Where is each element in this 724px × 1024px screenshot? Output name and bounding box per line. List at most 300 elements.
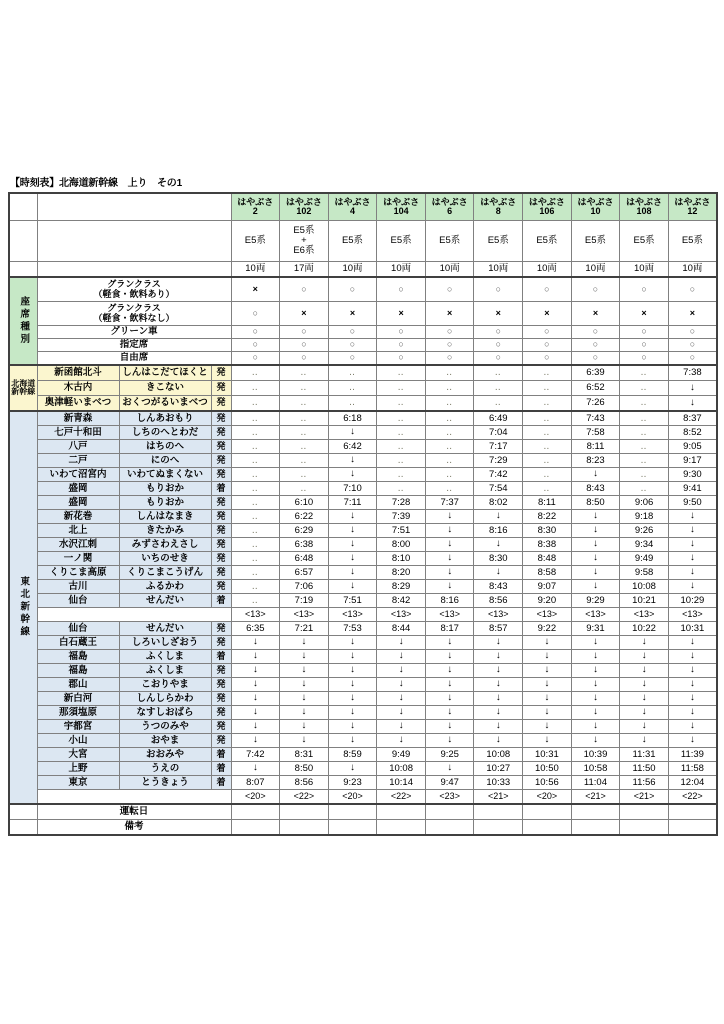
time-6: ‥	[425, 482, 474, 496]
footer-value-104	[377, 820, 426, 836]
footer-value-8	[474, 820, 523, 836]
station-kana: なすしおばら	[119, 706, 211, 720]
seat-reserved-seat-10: ○	[571, 339, 620, 352]
train-header-4[interactable]	[328, 193, 377, 221]
time-2: ‥	[231, 440, 280, 454]
time-12: 11:58	[668, 762, 717, 776]
time-2: ‥	[231, 566, 280, 580]
corner-blank-3	[9, 262, 37, 278]
time-106: ↓	[523, 650, 572, 664]
arrive-depart-marker: 発	[211, 396, 231, 412]
car-type-line: E5系	[390, 235, 412, 247]
time-102: 7:21	[280, 622, 329, 636]
tokyo-platform-6: <23>	[425, 790, 474, 805]
row-station-とうきょう-着	[9, 776, 717, 790]
time-12: ↓	[668, 538, 717, 552]
time-8: 10:27	[474, 762, 523, 776]
time-6: ↓	[425, 720, 474, 734]
time-108: 10:08	[620, 580, 669, 594]
time-10: ↓	[571, 692, 620, 706]
station-kanji: 東京	[37, 776, 119, 790]
car-count-102: 17両	[280, 262, 329, 278]
train-header-2[interactable]	[231, 193, 280, 221]
time-10: ↓	[571, 468, 620, 482]
train-number: 12	[687, 206, 698, 216]
time-10: ↓	[571, 538, 620, 552]
row-footer-1	[9, 820, 717, 836]
time-108: ‥	[620, 440, 669, 454]
seat-reserved-seat-2: ○	[231, 339, 280, 352]
footer-value-10	[571, 820, 620, 836]
train-number: 8	[495, 206, 501, 216]
time-8: 8:02	[474, 496, 523, 510]
time-2: ‥	[231, 426, 280, 440]
row-label-nonreserved-seat	[37, 352, 231, 366]
time-108: 10:22	[620, 622, 669, 636]
station-kana: しんはこだてほくと	[119, 365, 211, 381]
station-kanji: 一ノ関	[37, 552, 119, 566]
station-kana: きこない	[119, 381, 211, 396]
row-station-しんしらかわ-発	[9, 692, 717, 706]
time-6: ↓	[425, 664, 474, 678]
corner-blank-1	[9, 193, 37, 221]
station-kanji: 盛岡	[37, 482, 119, 496]
time-6: ↓	[425, 580, 474, 594]
time-6: 9:47	[425, 776, 474, 790]
time-102: 6:22	[280, 510, 329, 524]
station-kanji: 仙台	[37, 622, 119, 636]
time-106: 9:20	[523, 594, 572, 608]
seat-gran-class-without-meal-108: ×	[620, 302, 669, 326]
row-footer-0	[9, 804, 717, 820]
time-104: 8:44	[377, 622, 426, 636]
station-kanji: 福島	[37, 650, 119, 664]
time-104: ↓	[377, 664, 426, 678]
car-count-108: 10両	[620, 262, 669, 278]
time-108: ‥	[620, 365, 669, 381]
time-104: ‥	[377, 440, 426, 454]
seat-nonreserved-seat-6: ○	[425, 352, 474, 366]
seat-green-car-106: ○	[523, 326, 572, 339]
row-station-おおみや-着	[9, 748, 717, 762]
station-kanji: 古川	[37, 580, 119, 594]
station-kanji: 二戸	[37, 454, 119, 468]
time-8: 7:29	[474, 454, 523, 468]
sendai-platform-12: <13>	[668, 608, 717, 622]
time-102: 8:50	[280, 762, 329, 776]
station-kanji: 小山	[37, 734, 119, 748]
time-104: ‥	[377, 482, 426, 496]
station-kana: しんしらかわ	[119, 692, 211, 706]
station-kana: うえの	[119, 762, 211, 776]
station-kanji: 郡山	[37, 678, 119, 692]
station-kana: いわてぬまくない	[119, 468, 211, 482]
time-104: ‥	[377, 396, 426, 412]
time-6: 8:16	[425, 594, 474, 608]
station-kanji: 白石蔵王	[37, 636, 119, 650]
time-102: 7:19	[280, 594, 329, 608]
station-kana: みずさわえさし	[119, 538, 211, 552]
arrive-depart-marker: 着	[211, 776, 231, 790]
time-6: ↓	[425, 678, 474, 692]
station-kana: せんだい	[119, 622, 211, 636]
train-number: 106	[539, 206, 555, 216]
time-4: ↓	[328, 426, 377, 440]
seat-gran-class-with-meal-2: ×	[231, 277, 280, 302]
station-kana: はちのへ	[119, 440, 211, 454]
time-104: ↓	[377, 650, 426, 664]
car-count-6: 10両	[425, 262, 474, 278]
row-station-おやま-発	[9, 734, 717, 748]
seat-green-car-102: ○	[280, 326, 329, 339]
time-106: ↓	[523, 706, 572, 720]
row-tokyo-platform	[9, 790, 717, 805]
row-label-footer: 備考	[37, 820, 231, 836]
row-station-せんだい-発	[9, 622, 717, 636]
seat-gran-class-without-meal-102: ×	[280, 302, 329, 326]
time-8: 7:42	[474, 468, 523, 482]
time-104: ‥	[377, 426, 426, 440]
time-8: ↓	[474, 664, 523, 678]
tokyo-platform-12: <22>	[668, 790, 717, 805]
station-kana: ふくしま	[119, 664, 211, 678]
time-104: ↓	[377, 720, 426, 734]
time-102: ↓	[280, 720, 329, 734]
sendai-platform-4: <13>	[328, 608, 377, 622]
seat-gran-class-with-meal-12: ○	[668, 277, 717, 302]
time-2: ‥	[231, 524, 280, 538]
seat-gran-class-without-meal-104: ×	[377, 302, 426, 326]
time-10: ↓	[571, 678, 620, 692]
train-header-106[interactable]	[523, 193, 572, 221]
time-108: ‥	[620, 381, 669, 396]
time-106: ↓	[523, 734, 572, 748]
time-12: 9:50	[668, 496, 717, 510]
time-102: 7:06	[280, 580, 329, 594]
arrive-depart-marker: 着	[211, 482, 231, 496]
time-106: ‥	[523, 454, 572, 468]
row-station-うえの-着	[9, 762, 717, 776]
row-train-name	[9, 193, 717, 221]
group-label-line-1: 北海道	[11, 378, 36, 388]
time-104: ‥	[377, 468, 426, 482]
time-6: ‥	[425, 411, 474, 426]
row-station-ふくしま-着	[9, 650, 717, 664]
time-108: ‥	[620, 426, 669, 440]
page-title: 【時刻表】北海道新幹線 上り その1	[10, 178, 182, 189]
group-label-seat-type-text: 座席種別	[18, 296, 30, 346]
row-station-みずさわえさし-発	[9, 538, 717, 552]
car-type-2	[231, 221, 280, 262]
seat-nonreserved-seat-104: ○	[377, 352, 426, 366]
row-station-もりおか-着	[9, 482, 717, 496]
group-label-seat-type	[9, 277, 37, 365]
time-4: 6:42	[328, 440, 377, 454]
footer-value-8	[474, 804, 523, 820]
train-series-name: はやぶさ	[528, 196, 565, 207]
station-kana: きたかみ	[119, 524, 211, 538]
station-kana: おおみや	[119, 748, 211, 762]
time-106: ↓	[523, 636, 572, 650]
time-2: ↓	[231, 636, 280, 650]
group-label-tohoku-shinkansen	[9, 411, 37, 804]
car-type-10	[571, 221, 620, 262]
seat-nonreserved-seat-2: ○	[231, 352, 280, 366]
time-10: ↓	[571, 524, 620, 538]
station-kana: おくつがるいまべつ	[119, 396, 211, 412]
train-number: 102	[296, 206, 312, 216]
time-2: 6:35	[231, 622, 280, 636]
time-108: 11:56	[620, 776, 669, 790]
time-106: ↓	[523, 678, 572, 692]
time-104: ↓	[377, 636, 426, 650]
time-106: ↓	[523, 692, 572, 706]
station-kana: うつのみや	[119, 720, 211, 734]
time-8: ‥	[474, 396, 523, 412]
row-station-はちのへ-発	[9, 440, 717, 454]
time-104: 8:10	[377, 552, 426, 566]
time-4: ↓	[328, 636, 377, 650]
time-2: ↓	[231, 678, 280, 692]
footer-value-108	[620, 820, 669, 836]
train-number: 108	[636, 206, 652, 216]
time-8: ↓	[474, 510, 523, 524]
time-8: 8:16	[474, 524, 523, 538]
time-102: 6:29	[280, 524, 329, 538]
seat-reserved-seat-8: ○	[474, 339, 523, 352]
time-10: 11:04	[571, 776, 620, 790]
arrive-depart-marker: 発	[211, 411, 231, 426]
row-seat-green-car	[9, 326, 717, 339]
time-106: 8:30	[523, 524, 572, 538]
time-104: ‥	[377, 454, 426, 468]
train-header-6[interactable]	[425, 193, 474, 221]
station-kanji: 木古内	[37, 381, 119, 396]
station-kana: もりおか	[119, 496, 211, 510]
train-series-name: はやぶさ	[383, 196, 420, 207]
seat-gran-class-with-meal-8: ○	[474, 277, 523, 302]
time-2: ‥	[231, 496, 280, 510]
tokyo-platform-108: <21>	[620, 790, 669, 805]
footer-value-4	[328, 820, 377, 836]
time-8: ↓	[474, 538, 523, 552]
time-12: ↓	[668, 692, 717, 706]
footer-corner-blank	[9, 804, 37, 820]
time-10: 9:29	[571, 594, 620, 608]
time-10: 10:58	[571, 762, 620, 776]
station-kana: しんあおもり	[119, 411, 211, 426]
time-10: 8:50	[571, 496, 620, 510]
train-number: 104	[393, 206, 409, 216]
footer-value-12	[668, 820, 717, 836]
train-header-108[interactable]	[620, 193, 669, 221]
row-station-しちのへとわだ-発	[9, 426, 717, 440]
row-seat-reserved-seat	[9, 339, 717, 352]
train-series-name: はやぶさ	[431, 196, 468, 207]
time-102: ↓	[280, 734, 329, 748]
label-line-1: グランクラス	[107, 279, 161, 290]
time-10: 9:31	[571, 622, 620, 636]
arrive-depart-marker: 発	[211, 440, 231, 454]
footer-value-4	[328, 804, 377, 820]
time-10: ↓	[571, 720, 620, 734]
tokyo-platform-2: <20>	[231, 790, 280, 805]
seat-gran-class-without-meal-106: ×	[523, 302, 572, 326]
car-type-line: E5系	[293, 225, 315, 237]
time-104: ↓	[377, 692, 426, 706]
row-car-count	[9, 262, 717, 278]
time-108: ↓	[620, 706, 669, 720]
seat-gran-class-with-meal-108: ○	[620, 277, 669, 302]
time-106: ‥	[523, 396, 572, 412]
station-kana: もりおか	[119, 482, 211, 496]
time-6: ‥	[425, 381, 474, 396]
time-104: 7:39	[377, 510, 426, 524]
station-kanji: 北上	[37, 524, 119, 538]
station-kana: とうきょう	[119, 776, 211, 790]
time-4: ↓	[328, 762, 377, 776]
time-10: 7:58	[571, 426, 620, 440]
time-108: 9:26	[620, 524, 669, 538]
time-104: 7:51	[377, 524, 426, 538]
time-106: ‥	[523, 482, 572, 496]
time-6: ↓	[425, 636, 474, 650]
time-106: ‥	[523, 468, 572, 482]
time-2: ‥	[231, 468, 280, 482]
train-header-8[interactable]	[474, 193, 523, 221]
train-header-12[interactable]	[668, 193, 717, 221]
time-10: 7:26	[571, 396, 620, 412]
time-4: ↓	[328, 524, 377, 538]
time-12: ↓	[668, 381, 717, 396]
station-kanji: 八戸	[37, 440, 119, 454]
time-2: ↓	[231, 762, 280, 776]
station-kanji: くりこま高原	[37, 566, 119, 580]
label-text: グリーン車	[110, 326, 158, 338]
station-kana: せんだい	[119, 594, 211, 608]
time-12: 11:39	[668, 748, 717, 762]
time-4: ↓	[328, 468, 377, 482]
arrive-depart-marker: 発	[211, 622, 231, 636]
sendai-platform-2: <13>	[231, 608, 280, 622]
train-series-name: はやぶさ	[577, 196, 614, 207]
seat-gran-class-without-meal-4: ×	[328, 302, 377, 326]
arrive-depart-marker: 発	[211, 566, 231, 580]
seat-nonreserved-seat-10: ○	[571, 352, 620, 366]
time-108: ‥	[620, 468, 669, 482]
train-number: 6	[447, 206, 453, 216]
time-4: 7:10	[328, 482, 377, 496]
label-text: 自由席	[119, 352, 149, 364]
seat-green-car-10: ○	[571, 326, 620, 339]
time-106: ‥	[523, 411, 572, 426]
time-6: ↓	[425, 552, 474, 566]
time-104: ‥	[377, 411, 426, 426]
arrive-depart-marker: 発	[211, 524, 231, 538]
footer-value-2	[231, 820, 280, 836]
time-106: 8:48	[523, 552, 572, 566]
time-4: 7:51	[328, 594, 377, 608]
arrive-depart-marker: 発	[211, 734, 231, 748]
time-10: ↓	[571, 636, 620, 650]
train-header-102[interactable]	[280, 193, 329, 221]
time-6: ↓	[425, 734, 474, 748]
station-kana: ふくしま	[119, 650, 211, 664]
time-4: ↓	[328, 510, 377, 524]
station-kanji: 大宮	[37, 748, 119, 762]
time-12: ↓	[668, 734, 717, 748]
row-station-きたかみ-発	[9, 524, 717, 538]
tokyo-platform-8: <21>	[474, 790, 523, 805]
row-station-ふるかわ-発	[9, 580, 717, 594]
time-4: 8:59	[328, 748, 377, 762]
row-label-reserved-seat	[37, 339, 231, 352]
time-6: ↓	[425, 650, 474, 664]
train-series-name: はやぶさ	[480, 196, 517, 207]
time-102: 8:31	[280, 748, 329, 762]
time-6: 7:37	[425, 496, 474, 510]
time-2: ‥	[231, 538, 280, 552]
time-2: ↓	[231, 692, 280, 706]
time-12: ↓	[668, 396, 717, 412]
station-kanji: 水沢江刺	[37, 538, 119, 552]
time-4: ‥	[328, 396, 377, 412]
seat-green-car-6: ○	[425, 326, 474, 339]
car-type-line: E5系	[439, 235, 461, 247]
row-station-きこない	[9, 381, 717, 396]
station-kana: ふるかわ	[119, 580, 211, 594]
row-seat-nonreserved-seat	[9, 352, 717, 366]
time-108: ‥	[620, 482, 669, 496]
time-6: 8:17	[425, 622, 474, 636]
time-102: ↓	[280, 650, 329, 664]
time-8: 7:04	[474, 426, 523, 440]
footer-value-6	[425, 804, 474, 820]
time-8: ↓	[474, 678, 523, 692]
time-4: ↓	[328, 580, 377, 594]
time-108: ↓	[620, 636, 669, 650]
row-station-しんはなまき-発	[9, 510, 717, 524]
time-12: ↓	[668, 566, 717, 580]
time-104: ↓	[377, 706, 426, 720]
time-4: ↓	[328, 720, 377, 734]
time-4: ↓	[328, 734, 377, 748]
car-type-108	[620, 221, 669, 262]
time-10: 6:52	[571, 381, 620, 396]
time-108: ↓	[620, 650, 669, 664]
time-10: 8:23	[571, 454, 620, 468]
time-102: ‥	[280, 411, 329, 426]
time-10: ↓	[571, 566, 620, 580]
time-8: 6:49	[474, 411, 523, 426]
label-line-2: （軽食・飲料あり）	[93, 288, 175, 299]
time-2: ‥	[231, 510, 280, 524]
car-type-8	[474, 221, 523, 262]
time-8: 8:30	[474, 552, 523, 566]
seat-nonreserved-seat-102: ○	[280, 352, 329, 366]
time-4: ↓	[328, 664, 377, 678]
time-8: 8:57	[474, 622, 523, 636]
train-header-104[interactable]	[377, 193, 426, 221]
time-4: ↓	[328, 650, 377, 664]
time-6: ‥	[425, 454, 474, 468]
car-count-8: 10両	[474, 262, 523, 278]
train-number: 4	[349, 206, 355, 216]
seat-green-car-104: ○	[377, 326, 426, 339]
car-type-line: E5系	[681, 235, 703, 247]
seat-reserved-seat-4: ○	[328, 339, 377, 352]
train-header-10[interactable]	[571, 193, 620, 221]
